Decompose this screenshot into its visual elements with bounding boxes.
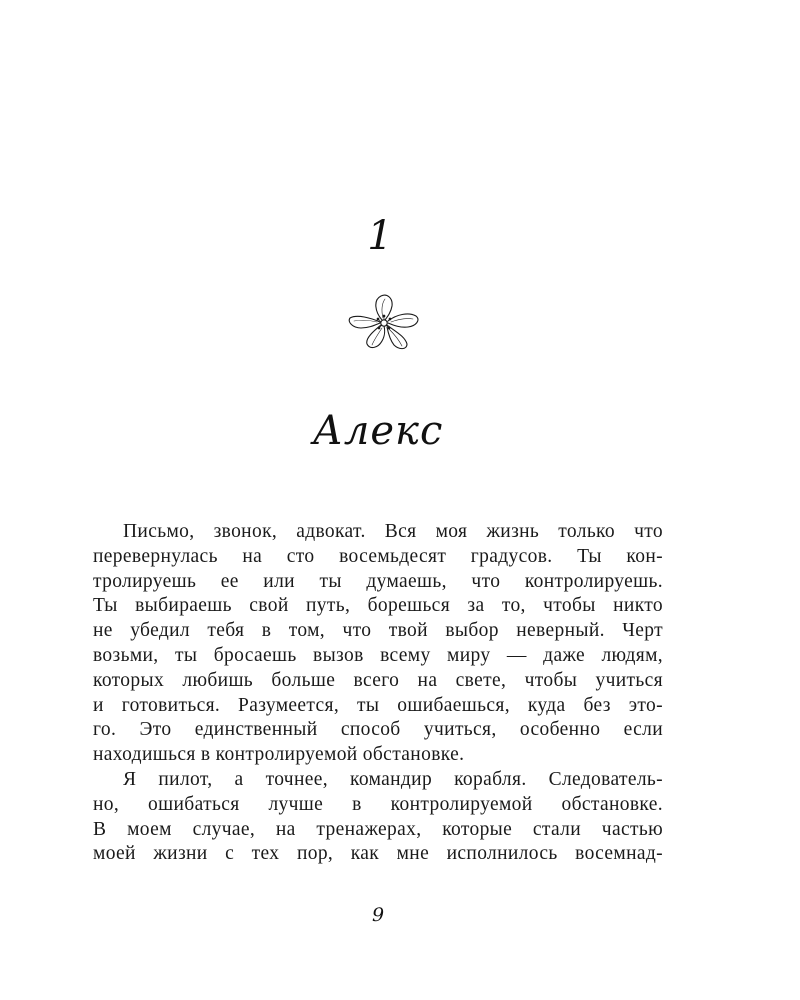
text-line: находишься в контролируемой обстановке. bbox=[93, 744, 465, 766]
text-line: моей жизни с тех пор, как мне исполнилось восемнад- bbox=[93, 843, 663, 865]
text-line: возьми, ты бросаешь вызов всему миру — даже людям, bbox=[93, 644, 663, 666]
text-line: но, ошибаться лучше в контролируемой обстановке. bbox=[93, 793, 663, 815]
text-line: и готовиться. Разумеется, ты ошибаешься, куда без это- bbox=[93, 694, 663, 716]
text-line: тролируешь ее или ты думаешь, что контролируешь. bbox=[93, 570, 663, 592]
chapter-title: Алекс bbox=[312, 408, 444, 454]
text-line: В моем случае, на тренажерах, которые стали частью bbox=[93, 818, 663, 840]
paragraph bbox=[93, 768, 663, 867]
text-line: Ты выбираешь свой путь, борешься за то, чтобы никто bbox=[93, 595, 663, 617]
page-number: 9 bbox=[371, 904, 385, 926]
body-text bbox=[93, 520, 663, 867]
text-line: Я пилот, а точнее, командир корабля. Следователь- bbox=[123, 768, 663, 790]
paragraph bbox=[93, 520, 663, 768]
text-line: не убедил тебя в том, что твой выбор неверный. Черт bbox=[93, 620, 663, 642]
chapter-number: 1 bbox=[367, 213, 393, 259]
text-line: которых любишь больше всего на свете, чтобы учиться bbox=[93, 669, 663, 691]
text-line: Письмо, звонок, адвокат. Вся моя жизнь только что bbox=[123, 521, 663, 542]
text-line: го. Это единственный способ учиться, особенно если bbox=[93, 719, 663, 741]
text-line: перевернулась на сто восемьдесят градусов. Ты кон- bbox=[93, 545, 663, 567]
flower-icon bbox=[345, 292, 423, 354]
